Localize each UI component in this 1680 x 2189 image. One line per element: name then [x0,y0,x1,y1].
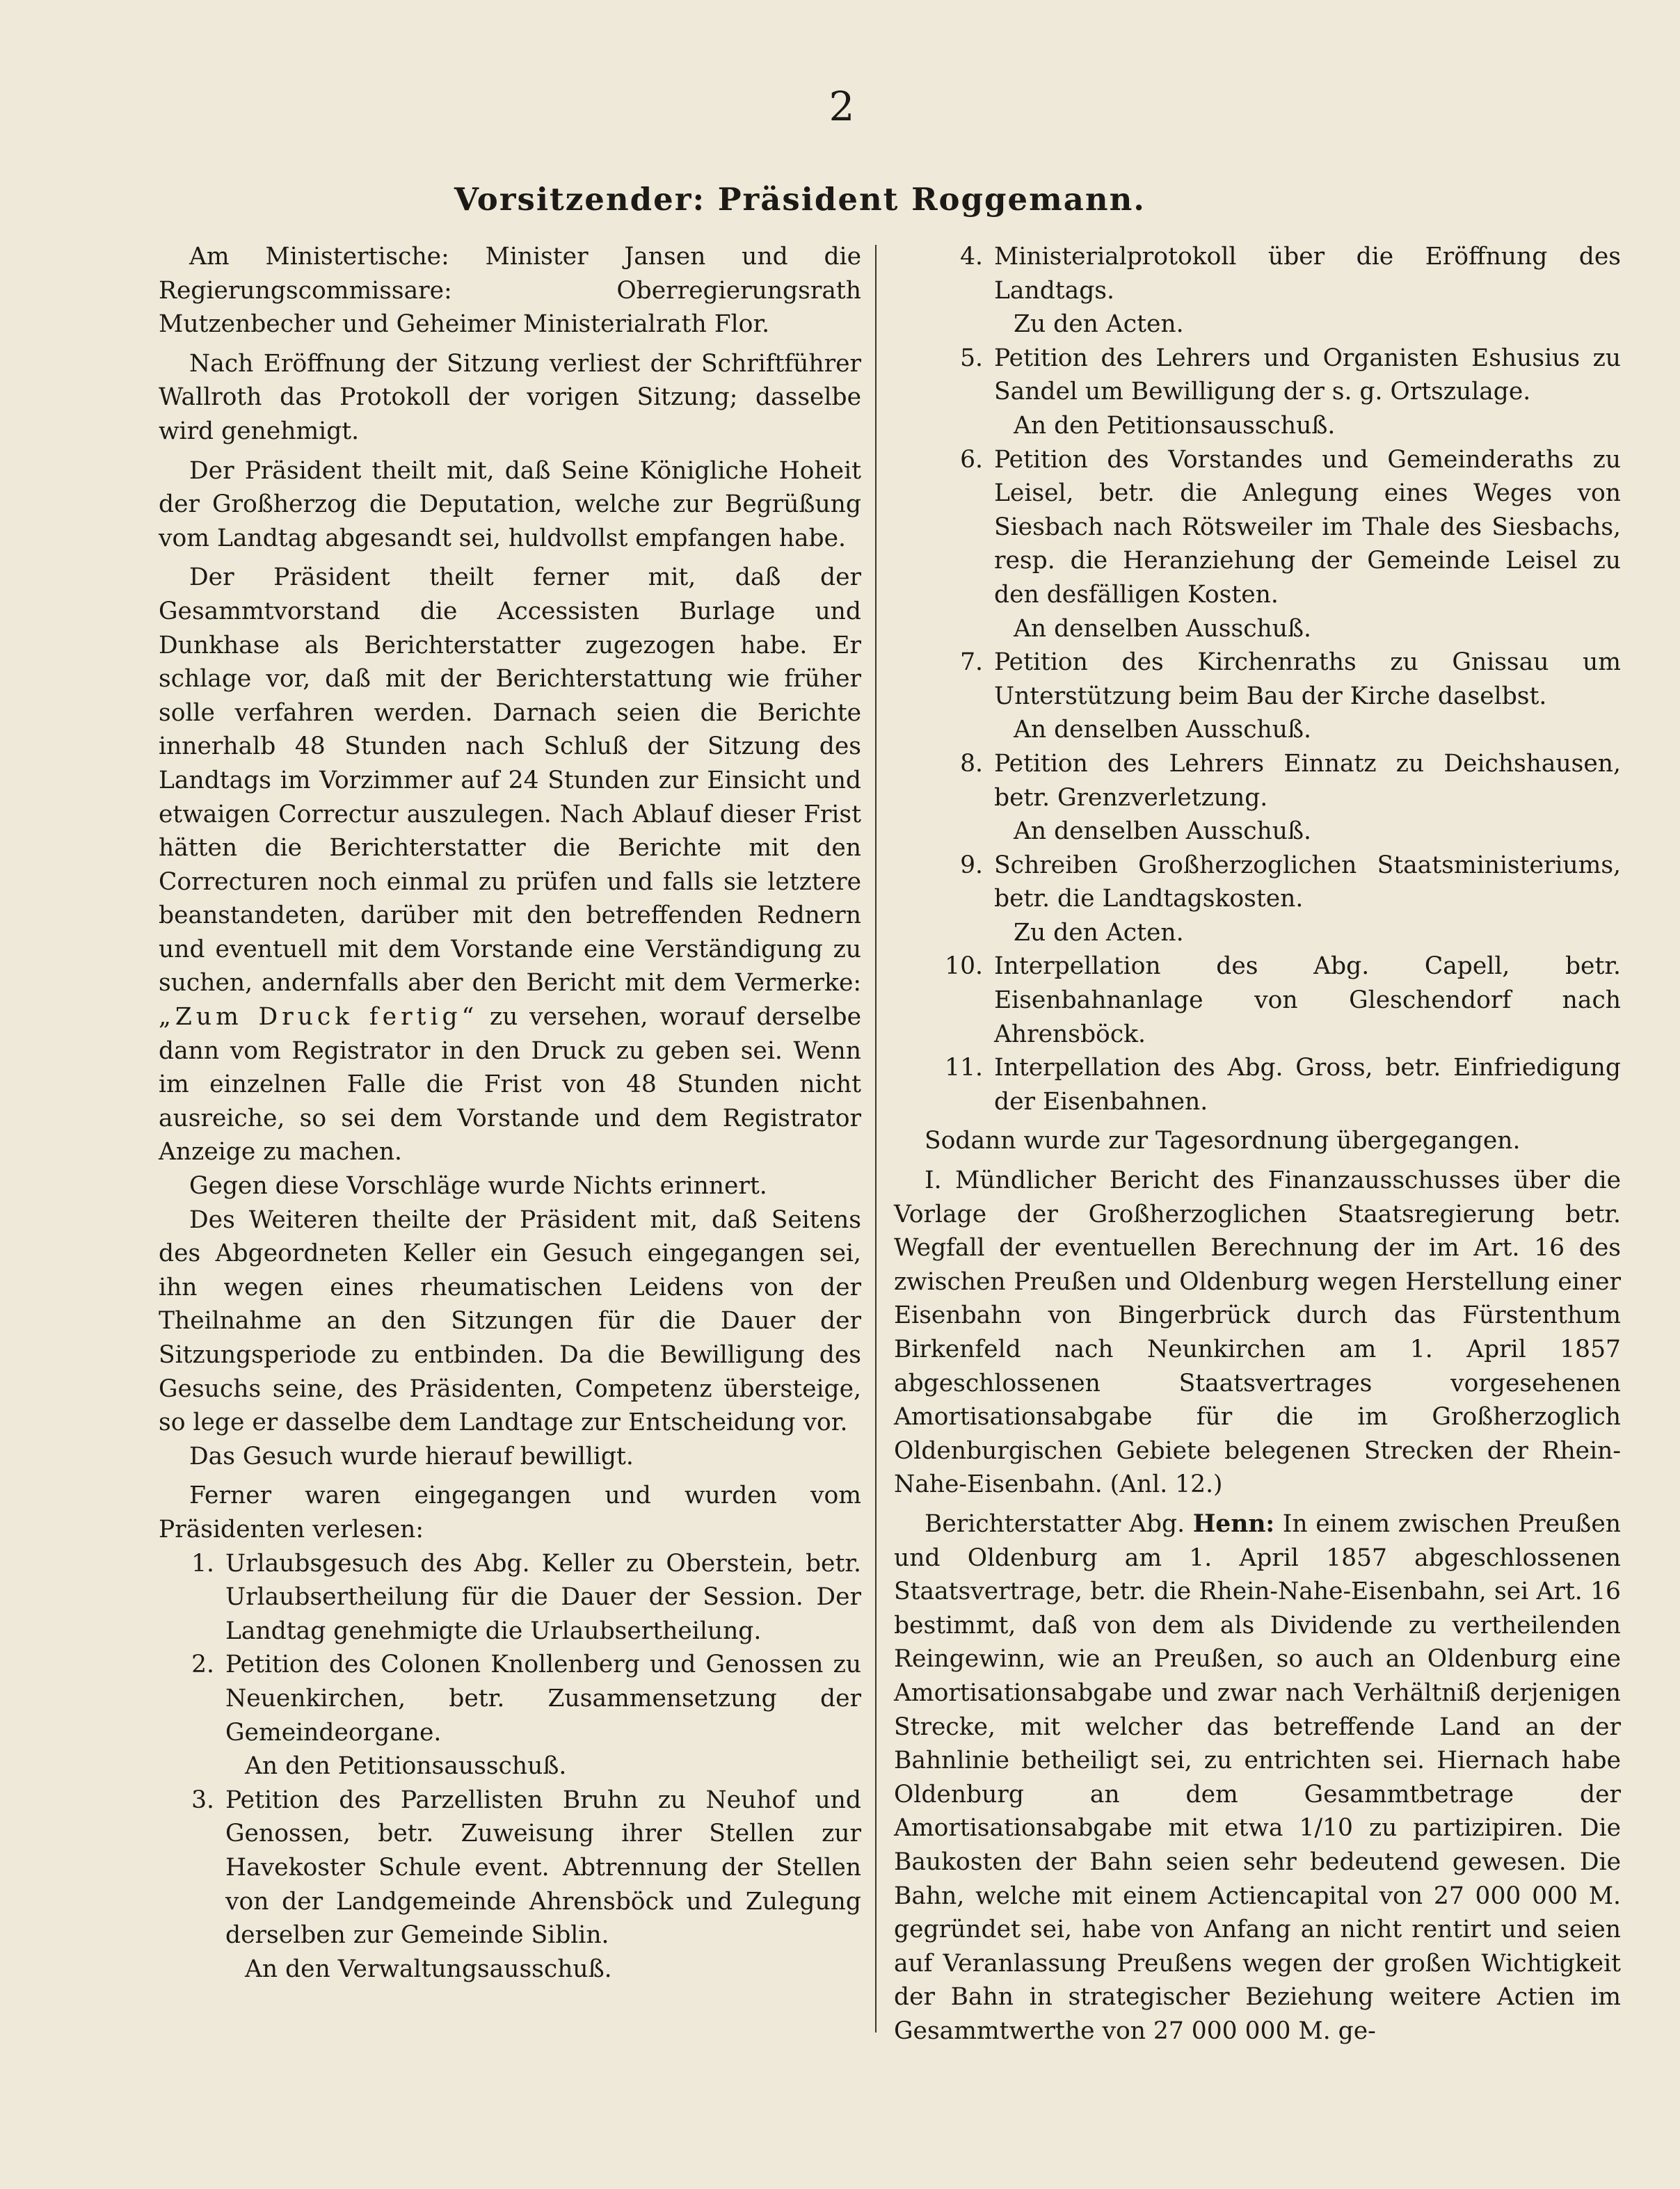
paragraph [894,1507,1621,2048]
paragraph: Das Gesuch wurde hierauf bewilligt. [189,1442,634,1470]
list-item [894,646,1621,713]
item-number: 10. [945,952,983,981]
list-item [894,443,1621,612]
item-number: 2. [191,1651,214,1679]
item-result: An denselben Ausschuß. [1014,614,1311,643]
quoted-remark: „Zum Druck fertig“ [159,1003,479,1032]
list-item [894,949,1621,1051]
item-result: Zu den Acten. [1014,918,1184,947]
paragraph [159,561,861,1169]
paragraph: Ferner waren eingegangen und wurden vom Präsidenten verlesen: [159,1482,861,1543]
right-column [894,240,1621,2048]
column-divider [875,245,877,2032]
paragraph: Der Präsident theilt mit, daß Seine Königliche Hoheit der Großherzog die Deputation, welche zur Begrüßung vom Landtag abgesandt sei, huldvollst empfangen habe. [159,456,861,552]
item-number: 8. [960,749,983,778]
list-item [159,1547,861,1649]
left-column [159,240,861,1986]
item-text: Petition des Parzellisten Bruhn zu Neuhof und Genossen, betr. Zuweisung ihrer Stellen zur Havekoster Schule event. Abtrennung der Stellen von der Landgemeinde Ahrensböck und Zulegung derselben zur Gemeinde Siblin. [225,1786,861,1950]
list-item [159,1783,861,1953]
item-result: An denselben Ausschuß. [1014,817,1311,846]
item-number: 11. [945,1054,983,1082]
item-text: Petition des Vorstandes und Gemeinderaths zu Leisel, betr. die Anlegung eines Weges von Siesbach nach Rötsweiler im Thale des Siesbachs, resp. die Heranziehung der Gemeinde Leisel zu den desfälligen Kosten. [994,445,1621,609]
item-number: 9. [960,851,983,879]
item-number: 7. [960,648,983,677]
paragraph: Gegen diese Vorschläge wurde Nichts erinnert. [189,1172,767,1201]
list-item [894,747,1621,815]
item-text: Ministerialprotokoll über die Eröffnung des Landtags. [994,243,1621,305]
list-item [894,1051,1621,1118]
paragraph-text: zu versehen, worauf derselbe dann vom Registrator in den Druck zu geben sei. Wenn im einzelnen Falle die Frist von 48 Stunden nicht ausreiche, so sei dem Vorstande und dem Registrator Anzeige zu machen. [159,1003,861,1166]
item-result: An denselben Ausschuß. [1014,716,1311,744]
item-text: Petition des Lehrers Einnatz zu Deichshausen, betr. Grenzverletzung. [994,749,1621,812]
item-result: An den Verwaltungsausschuß. [245,1955,612,1983]
item-number: 6. [960,445,983,474]
page-number: 2 [829,83,855,130]
item-text: Schreiben Großherzoglichen Staatsministeriums, betr. die Landtagskosten. [994,851,1621,913]
item-number: 1. [191,1549,214,1578]
item-text: Petition des Kirchenraths zu Gnissau um Unterstützung beim Bau der Kirche daselbst. [994,648,1621,710]
item-text: Petition des Lehrers und Organisten Eshusius zu Sandel um Bewilligung der s. g. Ortszulage. [994,344,1621,406]
item-result: An den Petitionsausschuß. [245,1752,567,1781]
item-number: 3. [191,1786,214,1814]
session-heading: Vorsitzender: Präsident Roggemann. [454,181,1146,218]
item-text: Petition des Colonen Knollenberg und Genossen zu Neuenkirchen, betr. Zusammensetzung der Gemeindeorgane. [225,1651,861,1747]
item-result: An den Petitionsausschuß. [1014,411,1336,440]
agenda-item-heading: I. Mündlicher Bericht des Finanzausschusses über die Vorlage der Großherzoglichen Staatsregierung betr. Wegfall der eventuellen Berechnung der im Art. 16 des zwischen Preußen und Oldenburg wegen Herstellung einer Eisenbahn von Bingerbrück durch das Fürstenthum Birkenfeld nach Neunkirchen am 1. April 1857 abgeschlossenen Staatsvertrages vorgesehenen Amortisationsabgabe für die im Großherzoglich Oldenburgischen Gebiete belegenen Strecken der Rhein-Nahe-Eisenbahn. (Anl. 12.) [894,1166,1621,1499]
item-text: Interpellation des Abg. Gross, betr. Einfriedigung der Eisenbahnen. [994,1054,1621,1116]
list-item [159,1648,861,1749]
paragraph: Nach Eröffnung der Sitzung verliest der Schriftführer Wallroth das Protokoll der vorigen Sitzung; dasselbe wird genehmigt. [159,349,861,445]
item-text: Urlaubsgesuch des Abg. Keller zu Oberstein, betr. Urlaubsertheilung für die Dauer der Session. Der Landtag genehmigte die Urlaubsertheilung. [225,1549,861,1645]
paragraph-text: Der Präsident theilt ferner mit, daß der Gesammtvorstand die Accessisten Burlage und Dunkhase als Berichterstatter zugezogen habe. Er schlage vor, daß mit der Berichterstattung wie früher solle verfahren werden. Darnach seien die Berichte innerhalb 48 Stunden nach Schluß der Sitzung des Landtags im Vorzimmer auf 24 Stunden zur Einsicht und etwaigen Correctur auszulegen. Nach Ablauf dieser Frist hätten die Berichterstatter die Berichte mit den Correcturen noch einmal zu prüfen und falls sie letztere beanstandeten, darüber mit den betreffenden Rednern und eventuell mit dem Vorstande eine Verständigung zu suchen, andernfalls aber den Bericht mit dem Vermerke: [159,563,861,997]
item-text: Interpellation des Abg. Capell, betr. Eisenbahnanlage von Gleschendorf nach Ahrensböck. [994,952,1621,1048]
item-result: Zu den Acten. [1014,310,1184,339]
paragraph: Sodann wurde zur Tagesordnung übergegangen. [925,1127,1521,1155]
list-item [894,240,1621,307]
item-number: 4. [960,243,983,271]
speaker-name: Henn: [1192,1509,1275,1538]
paragraph: Am Ministertische: Minister Jansen und die Regierungscommissare: Oberregierungsrath Mutzenbecher und Geheimer Ministerialrath Flor. [159,243,861,339]
list-item [894,849,1621,916]
paragraph-text: Berichterstatter Abg. [925,1509,1193,1538]
list-item [894,342,1621,409]
paragraph-text: In einem zwischen Preußen und Oldenburg am 1. April 1857 abgeschlossenen Staatsvertrage, betr. die Rhein-Nahe-Eisenbahn, sei Art. 16 bestimmt, daß von dem als Dividende zu vertheilenden Reingewinn, wie an Preußen, so auch an Oldenburg eine Amortisationsabgabe und zwar nach Verhältniß derjenigen Strecke, mit welcher das betreffende Land an der Bahnlinie betheiligt sei, zu entrichten sei. Hiernach habe Oldenburg an dem Gesammtbetrage der Amortisationsabgabe mit etwa 1/10 zu partizipiren. Die Baukosten der Bahn seien sehr bedeutend gewesen. Die Bahn, welche mit einem Actiencapital von 27 000 000 M. gegründet sei, habe von Anfang an nicht rentirt und seien auf Veranlassung Preußens wegen der großen Wichtigkeit der Bahn in strategischer Beziehung weitere Actien im Gesammtwerthe von 27 000 000 M. ge- [894,1509,1621,2045]
paragraph: Des Weiteren theilte der Präsident mit, daß Seitens des Abgeordneten Keller ein Gesuch eingegangen sei, ihn wegen eines rheumatischen Leidens von der Theilnahme an den Sitzungen für die Dauer der Sitzungsperiode zu entbinden. Da die Bewilligung des Gesuchs seine, des Präsidenten, Competenz übersteige, so lege er dasselbe dem Landtage zur Entscheidung vor. [159,1205,861,1437]
item-number: 5. [960,344,983,372]
